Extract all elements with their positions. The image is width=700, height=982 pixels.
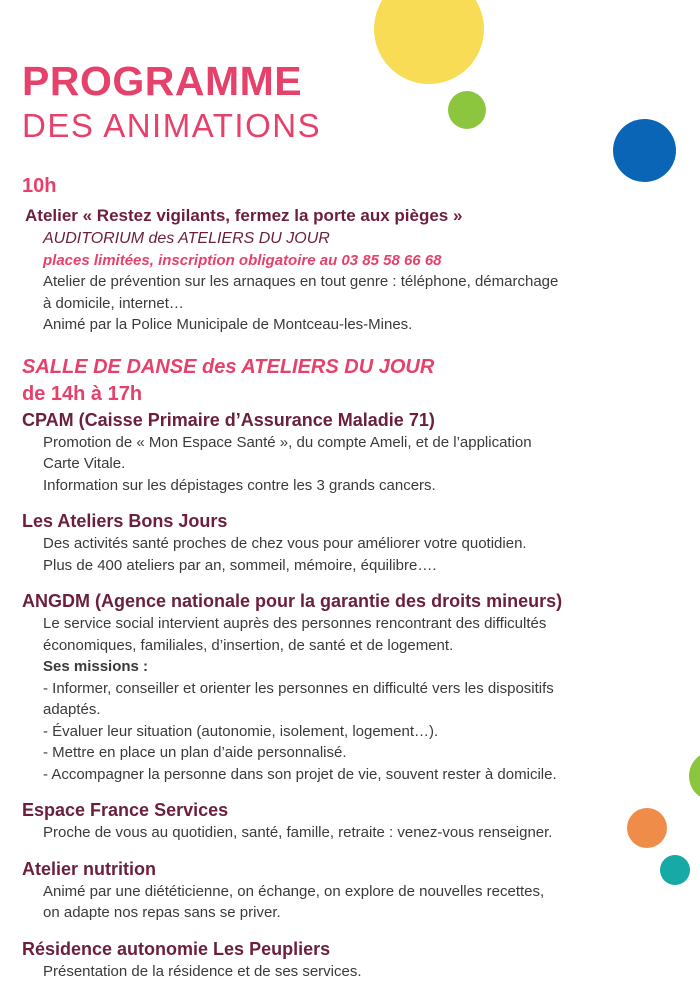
entry-title: Atelier nutrition: [22, 857, 662, 881]
entry-bons-jours: [22, 509, 662, 576]
entry-line: on adapte nos repas sans se priver.: [22, 902, 662, 924]
morning-section: [22, 173, 662, 336]
morning-description-line: Atelier de prévention sur les arnaques en tout genre : téléphone, démarchage: [22, 271, 662, 293]
entry-title: Espace France Services: [22, 798, 662, 822]
mission-item: - Mettre en place un plan d’aide personnalisé.: [22, 742, 662, 764]
entry-title: Les Ateliers Bons Jours: [22, 509, 662, 533]
mission-item: - Évaluer leur situation (autonomie, isolement, logement…).: [22, 721, 662, 743]
decorative-circle-green-edge: [689, 751, 700, 801]
afternoon-time: de 14h à 17h: [22, 381, 662, 408]
entry-line: économiques, familiales, d’insertion, de santé et de logement.: [22, 635, 662, 657]
entry-residence: [22, 937, 662, 982]
mission-item: - Informer, conseiller et orienter les personnes en difficulté vers les dispositifs: [22, 678, 662, 700]
afternoon-venue: SALLE DE DANSE des ATELIERS DU JOUR: [22, 354, 662, 381]
missions-label: Ses missions :: [22, 656, 662, 678]
mission-item: adaptés.: [22, 699, 662, 721]
entry-cpam: [22, 408, 662, 497]
entry-nutrition: [22, 857, 662, 924]
entry-title: ANGDM (Agence nationale pour la garantie des droits mineurs): [22, 589, 662, 613]
morning-description-line: à domicile, internet…: [22, 293, 662, 315]
programme-content: [22, 173, 662, 982]
morning-description-line: Animé par la Police Municipale de Montceau-les-Mines.: [22, 314, 662, 336]
entry-title: Résidence autonomie Les Peupliers: [22, 937, 662, 961]
entry-line: Présentation de la résidence et de ses services.: [22, 961, 662, 982]
entry-line: Proche de vous au quotidien, santé, famille, retraite : venez-vous renseigner.: [22, 822, 662, 844]
entry-line: Plus de 400 ateliers par an, sommeil, mémoire, équilibre….: [22, 555, 662, 577]
entry-line: Animé par une diététicienne, on échange, on explore de nouvelles recettes,: [22, 881, 662, 903]
entry-line: Information sur les dépistages contre les 3 grands cancers.: [22, 475, 662, 497]
entry-line: Carte Vitale.: [22, 453, 662, 475]
entry-line: Promotion de « Mon Espace Santé », du compte Ameli, et de l’application: [22, 432, 662, 454]
mission-item: - Accompagner la personne dans son projet de vie, souvent rester à domicile.: [22, 764, 662, 786]
entry-line: Le service social intervient auprès des personnes rencontrant des difficultés: [22, 613, 662, 635]
page-title: PROGRAMME: [22, 58, 302, 104]
page-subtitle: DES ANIMATIONS: [22, 106, 321, 146]
morning-event-title: Atelier « Restez vigilants, fermez la porte aux pièges »: [22, 204, 662, 228]
morning-time: 10h: [22, 173, 662, 200]
decorative-circle-green: [448, 91, 486, 129]
entry-france-services: [22, 798, 662, 844]
decorative-circle-yellow: [374, 0, 484, 84]
entry-title: CPAM (Caisse Primaire d’Assurance Maladie 71): [22, 408, 662, 432]
afternoon-section: [22, 354, 662, 982]
decorative-circle-teal: [660, 855, 690, 885]
entry-angdm: [22, 589, 662, 785]
morning-notice: places limitées, inscription obligatoire au 03 85 58 66 68: [22, 250, 662, 272]
morning-location: AUDITORIUM des ATELIERS DU JOUR: [22, 228, 662, 250]
entry-line: Des activités santé proches de chez vous pour améliorer votre quotidien.: [22, 533, 662, 555]
